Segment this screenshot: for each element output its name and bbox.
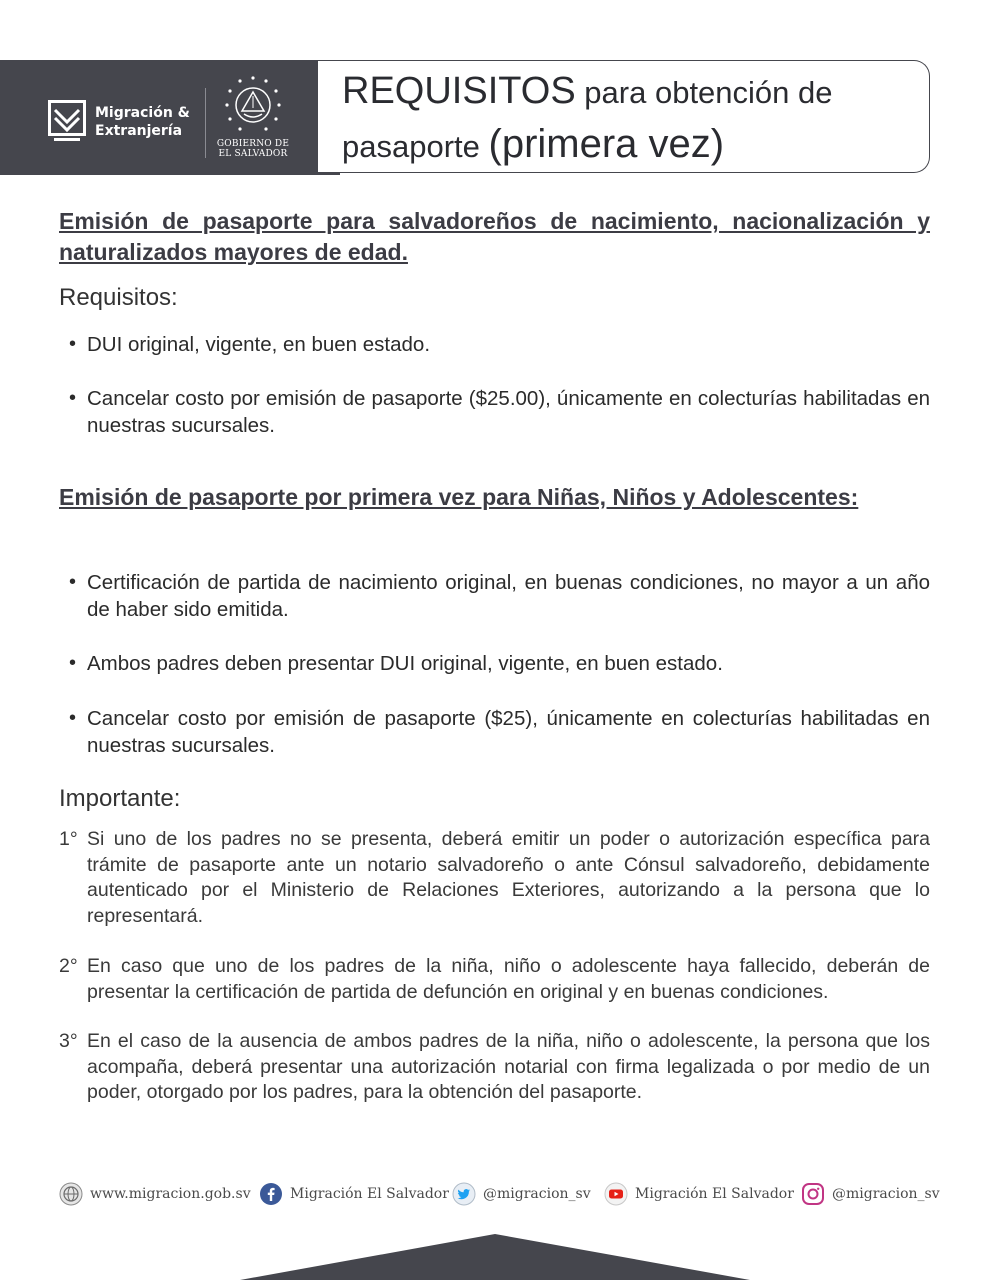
footer-twitter-link[interactable] [452,1181,591,1207]
bullet-icon: • [69,387,77,409]
bullet-icon: • [69,707,77,729]
numbered-item [59,954,930,1005]
numbered-item [59,1029,930,1106]
twitter-icon [452,1182,476,1206]
bullet-icon: • [69,571,77,593]
page-title-line1 [342,70,833,113]
numbered-marker: 2° [59,955,78,977]
title-para-obtencion: para obtención de [575,75,833,110]
header-divider [205,88,206,158]
footer-instagram-text: @migracion_sv [832,1186,940,1202]
list-item-text: Cancelar costo por emisión de pasaporte ($25), únicamente en colecturías habilitadas en nuestras sucursales. [87,707,930,757]
numbered-item-text: Si uno de los padres no se presenta, deberá emitir un poder o autorización específica para trámite de pasaporte ante un notario salvadoreño o ante Cónsul salvadoreño, debidamente autenticado por el Ministerio de Relaciones Exteriores, autorizando a la persona que lo representará. [87,828,930,927]
list-item [69,705,930,759]
list-item-text: Cancelar costo por emisión de pasaporte ($25.00), únicamente en colecturías habilitadas en nuestras sucursales. [87,387,930,437]
title-pasaporte: pasaporte [342,129,489,164]
youtube-icon [604,1182,628,1206]
coat-of-arms-icon [222,74,284,136]
list-item-text: Certificación de partida de nacimiento original, en buenas condiciones, no mayor a un año de haber sido emitida. [87,571,930,621]
facebook-icon [259,1182,283,1206]
bullet-icon: • [69,652,77,674]
gov-line2: EL SALVADOR [218,149,288,159]
globe-icon [59,1182,83,1206]
numbered-marker: 1° [59,828,78,850]
list-item-text: DUI original, vigente, en buen estado. [87,333,431,356]
list-item [69,331,930,358]
footer-website-text: www.migracion.gob.sv [90,1186,251,1202]
numbered-item [59,827,930,929]
list-item [69,650,930,677]
title-primera-vez: (primera vez) [488,122,725,166]
list-item [69,569,930,623]
numbered-marker: 3° [59,1030,78,1052]
footer-youtube-text: Migración El Salvador [635,1186,794,1202]
page-title-line2 [342,122,724,167]
list-item [69,385,930,439]
footer-website-link[interactable] [59,1181,251,1207]
footer-facebook-link[interactable] [259,1181,449,1207]
list-item-text: Ambos padres deben presentar DUI original, vigente, en buen estado. [87,652,723,675]
footer-twitter-text: @migracion_sv [483,1186,591,1202]
logo-line1: Migración & [95,105,190,121]
gov-line1: GOBIERNO DE [216,139,290,149]
section2-heading: Emisión de pasaporte por primera vez para Niñas, Niños y Adolescentes: [59,484,859,510]
instagram-icon [801,1182,825,1206]
section1-heading: Emisión de pasaporte para salvadoreños de nacimiento, nacionalización y naturalizados mayores de edad. [59,208,930,265]
government-label [212,139,294,159]
title-requisitos: REQUISITOS [342,70,576,112]
numbered-item-text: En el caso de la ausencia de ambos padres de la niña, niño o adolescente, la persona que los acompaña, deberá presentar una autorización notarial con firma legalizada o por medio de un poder, otorgado por los padres, para la obtención del pasaporte. [87,1030,930,1103]
footer-facebook-text: Migración El Salvador [290,1186,449,1202]
bottom-decoration [240,1234,750,1280]
logo-line2: Extranjería [95,123,183,139]
migracion-logo-icon [48,100,86,142]
logo-text [95,104,190,140]
footer-youtube-link[interactable] [604,1181,794,1207]
importante-subheading: Importante: [59,785,181,812]
footer-instagram-link[interactable] [801,1181,940,1207]
requisitos-subheading: Requisitos: [59,284,178,311]
numbered-item-text: En caso que uno de los padres de la niña, niño o adolescente haya fallecido, deberán de presentar la certificación de partida de defunción en original y en buenas condiciones. [87,955,930,1003]
bullet-icon: • [69,333,77,355]
